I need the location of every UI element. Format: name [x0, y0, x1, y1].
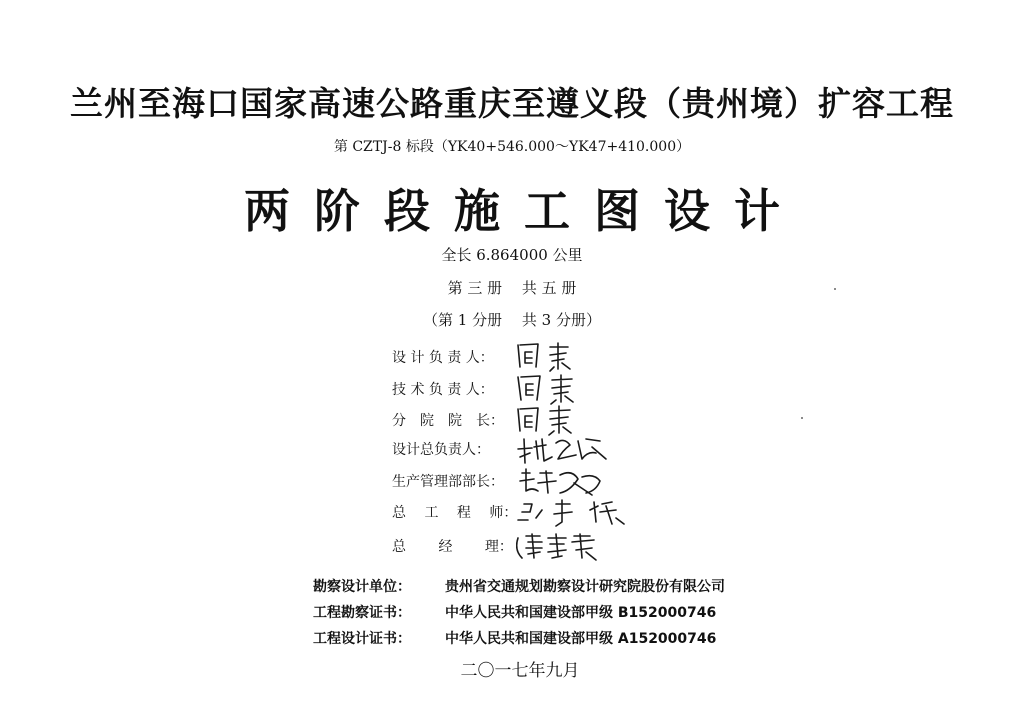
info-label: 工程勘察证书：: [313, 605, 411, 621]
signature-row-design-lead: [392, 345, 626, 369]
scan-speck: [801, 417, 803, 419]
signature-row-branch-director: [392, 408, 626, 432]
signature-row-chief-engineer: [392, 500, 626, 524]
document-title: 兰州至海口国家高速公路重庆至遵义段（贵州境）扩容工程: [70, 84, 954, 123]
handwritten-signature-4: [516, 433, 626, 465]
signature-label: 设计总负责人：: [392, 442, 490, 458]
handwritten-signature-3: [516, 404, 626, 436]
signature-label: 总 工 程 师：: [392, 505, 518, 521]
handwritten-signature-5: [516, 465, 626, 497]
handwritten-signature-7: [516, 530, 626, 562]
volume-number: 第 三 册 共 五 册: [447, 279, 577, 297]
signature-row-chief-designer: [392, 437, 626, 461]
total-length: 全长 6.864000 公里: [441, 246, 583, 264]
signature-label: 分 院 院 长：: [392, 413, 504, 429]
document-date: 二〇一七年九月: [460, 661, 580, 681]
signature-row-technical-lead: [392, 377, 626, 401]
info-value: 中华人民共和国建设部甲级 B152000746: [445, 605, 717, 621]
handwritten-signature-1: [516, 341, 626, 373]
section-range: 第 CZTJ-8 标段（YK40+546.000～YK47+410.000）: [333, 139, 691, 155]
info-label: 工程设计证书：: [313, 631, 411, 647]
signature-row-general-manager: [392, 534, 626, 558]
handwritten-signature-6: [516, 496, 626, 528]
handwritten-signature-2: [516, 373, 626, 405]
signature-label: 技 术 负 责 人：: [392, 382, 494, 398]
info-label: 勘察设计单位：: [313, 579, 411, 595]
scan-speck: [834, 288, 836, 290]
organization-row-design-certificate: [313, 628, 716, 650]
organization-row-survey-design-unit: [313, 576, 725, 598]
subvolume-number: （第 1 分册 共 3 分册）: [423, 311, 601, 329]
signature-label: 生产管理部部长：: [392, 474, 504, 490]
signature-label: 总 经 理：: [392, 539, 513, 555]
signature-row-production-manager: [392, 469, 626, 493]
signature-label: 设 计 负 责 人：: [392, 350, 494, 366]
document-subtitle: 两阶段施工图设计: [244, 184, 804, 238]
organization-row-survey-certificate: [313, 602, 716, 624]
info-value: 贵州省交通规划勘察设计研究院股份有限公司: [445, 579, 725, 595]
info-value: 中华人民共和国建设部甲级 A152000746: [445, 631, 717, 647]
